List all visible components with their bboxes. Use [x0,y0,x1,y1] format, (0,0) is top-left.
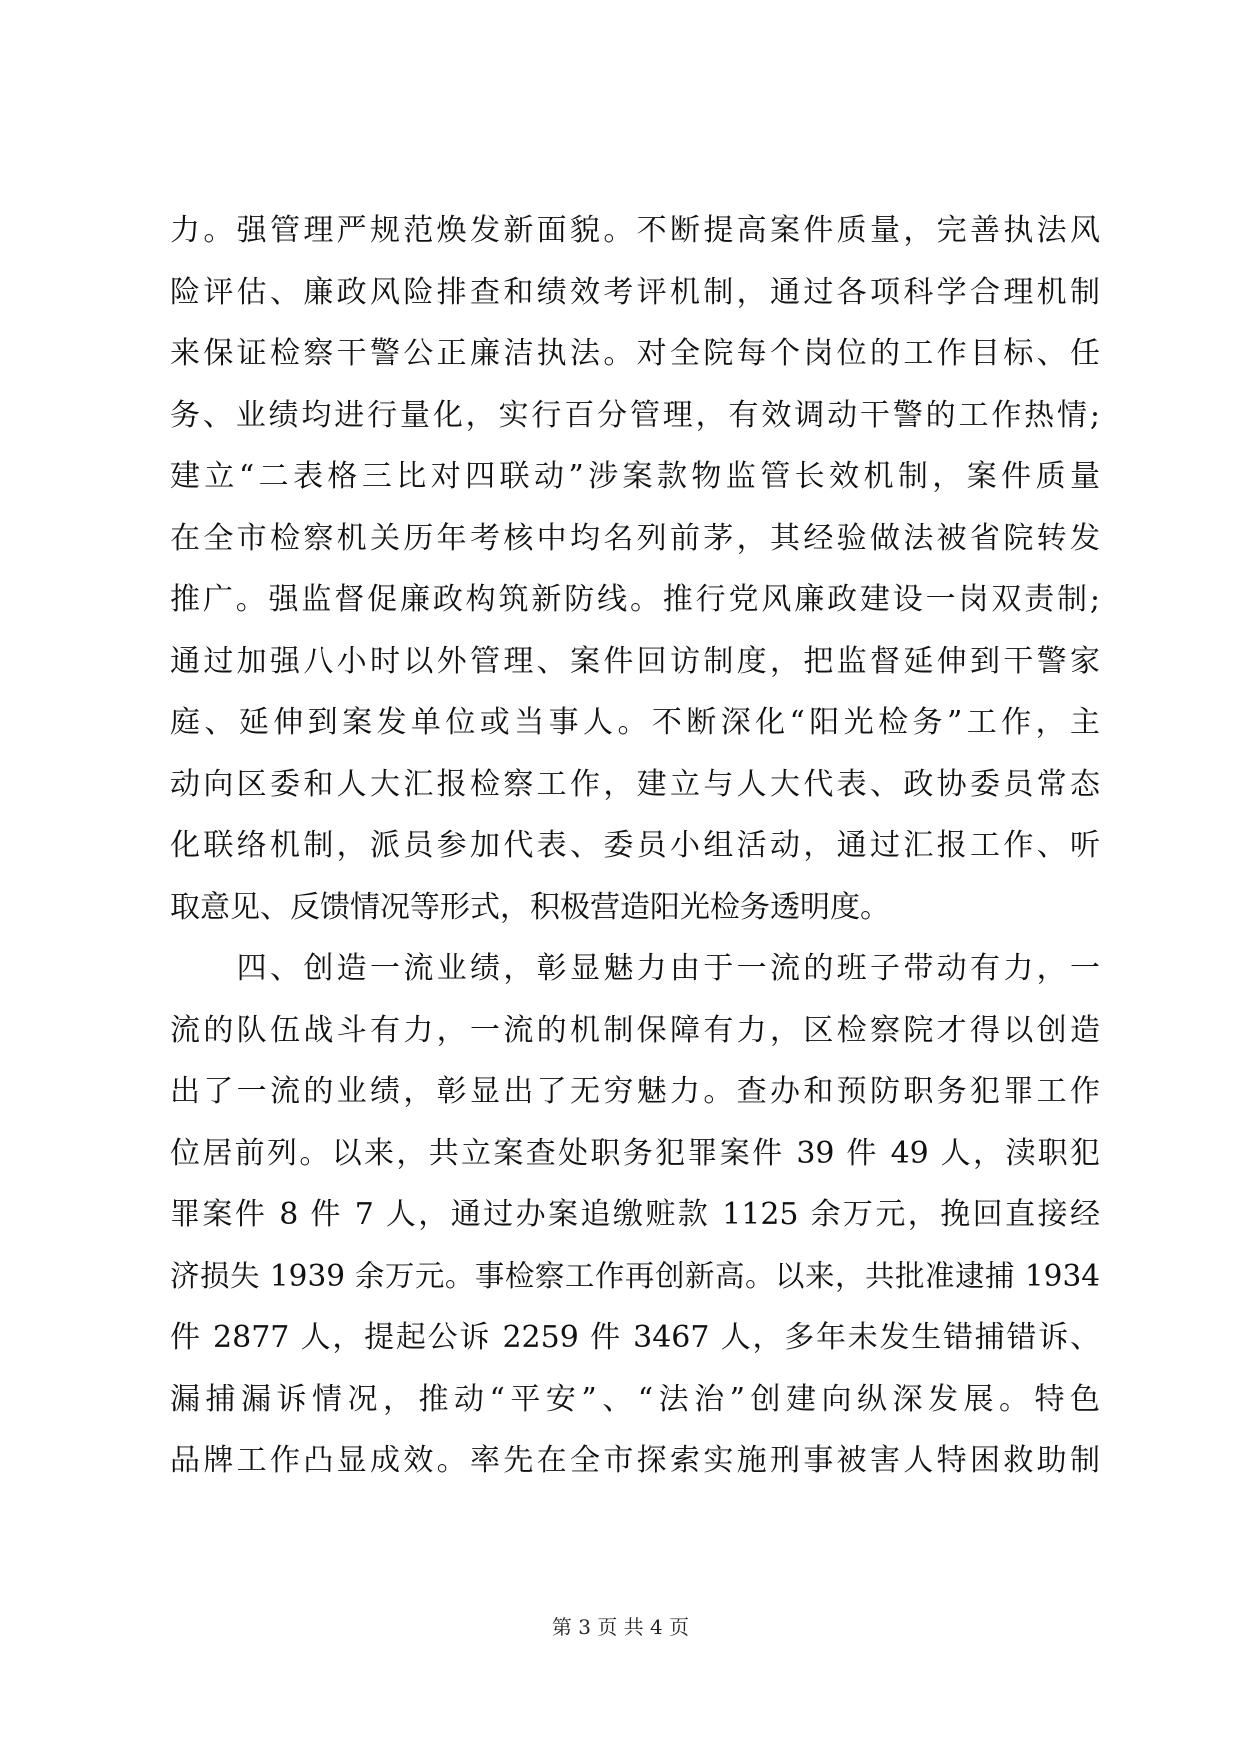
text-line: 在全市检察机关历年考核中均名列前茅，其经验做法被省院转发 [170,520,1100,556]
text-line: 庭、延伸到案发单位或当事人。不断深化“阳光检务”工作，主 [170,705,1100,740]
text-line: 位居前列。以来，共立案查处职务犯罪案件 39 件 49 人，渎职犯 [170,1135,1100,1171]
text-line: 四、创造一流业绩，彰显魅力由于一流的班子带动有力，一 [170,951,1100,986]
text-line: 通过加强八小时以外管理、案件回访制度，把监督延伸到干警家 [170,643,1100,679]
text-line: 务、业绩均进行量化，实行百分管理，有效调动干警的工作热情; [170,397,1100,433]
text-line: 力。强管理严规范焕发新面貌。不断提高案件质量，完善执法风 [170,213,1100,248]
text-line: 流的队伍战斗有力，一流的机制保障有力，区检察院才得以创造 [170,1012,1100,1048]
text-line: 来保证检察干警公正廉洁执法。对全院每个岗位的工作目标、任 [170,336,1100,371]
text-line: 漏捕漏诉情况，推动“平安”、“法治”创建向纵深发展。特色 [170,1381,1100,1417]
text-line: 品牌工作凸显成效。率先在全市探索实施刑事被害人特困救助制 [170,1443,1100,1478]
page-number-footer: 第 3 页 共 4 页 [551,1615,690,1639]
text-line: 推广。强监督促廉政构筑新防线。推行党风廉政建设一岗双责制; [170,582,1100,617]
text-line: 件 2877 人，提起公诉 2259 件 3467 人，多年未发生错捕错诉、 [170,1320,1100,1355]
text-line: 罪案件 8 件 7 人，通过办案追缴赃款 1125 余万元，挽回直接经 [170,1197,1100,1232]
text-line: 济损失 1939 余万元。事检察工作再创新高。以来，共批准逮捕 1934 [170,1258,1100,1293]
text-line-paragraph-end: 取意见、反馈情况等形式，积极营造阳光检务透明度。 [170,889,890,925]
text-line: 化联络机制，派员参加代表、委员小组活动，通过汇报工作、听 [170,828,1100,863]
text-line: 出了一流的业绩，彰显出了无穷魅力。查办和预防职务犯罪工作 [170,1074,1100,1109]
text-line: 险评估、廉政风险排查和绩效考评机制，通过各项科学合理机制 [170,274,1100,310]
text-line: 动向区委和人大汇报检察工作，建立与人大代表、政协委员常态 [170,766,1100,802]
document-body [170,200,1100,1492]
text-line: 建立“二表格三比对四联动”涉案款物监管长效机制，案件质量 [170,459,1100,494]
